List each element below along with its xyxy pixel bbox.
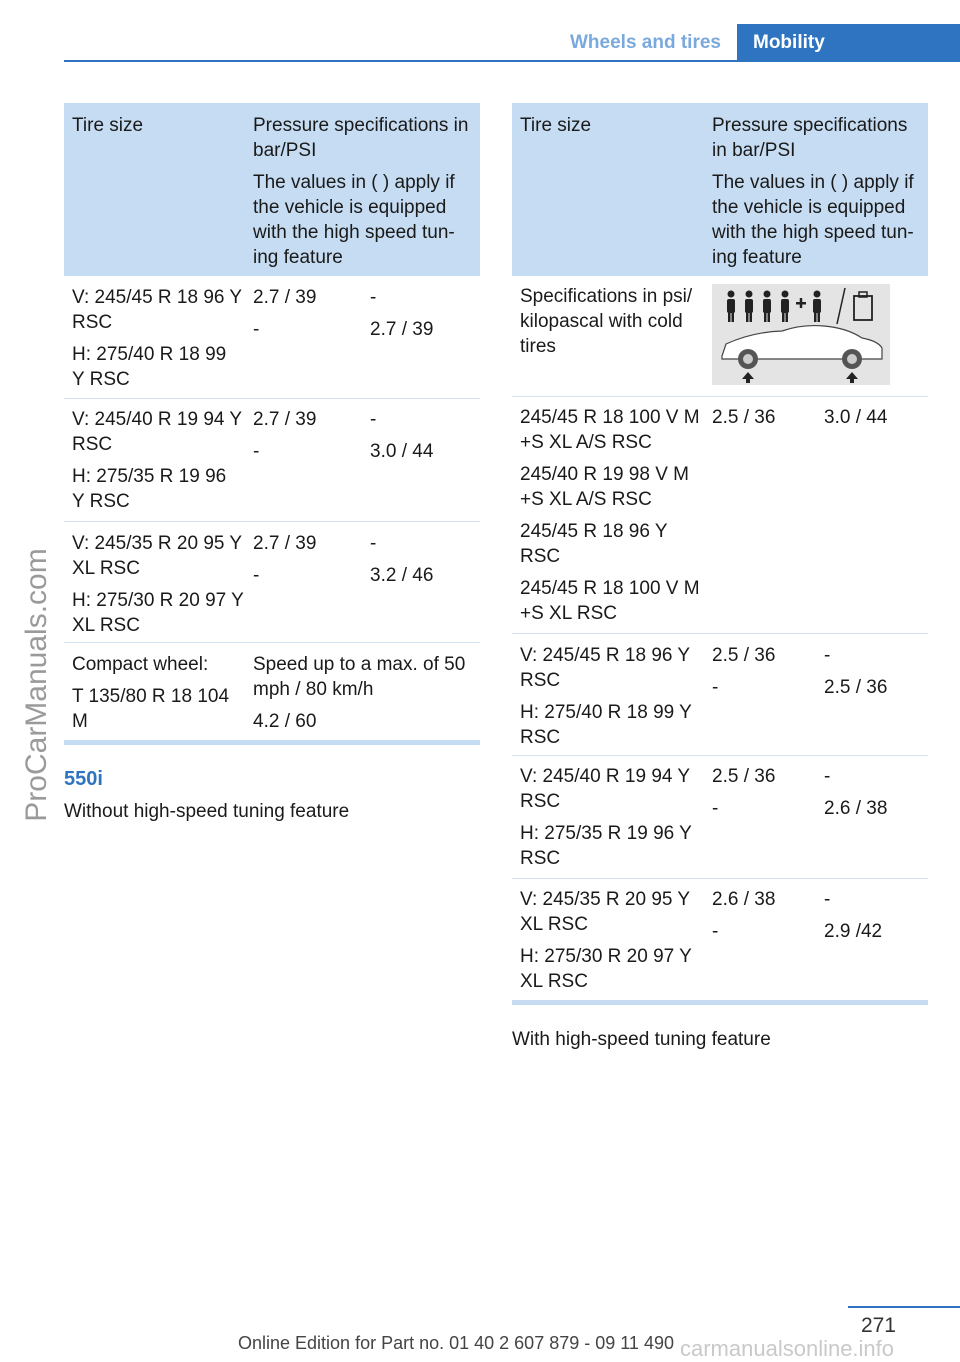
section-heading-550i: 550i: [64, 768, 103, 790]
tire-size-cell: V: 245/40 R 19 94 Y RSC H: 275/35 R 19 96 Y RSC: [72, 409, 242, 512]
tire-size-cell: V: 245/45 R 18 96 Y RSC H: 275/40 R 18 99 Y RSC: [72, 287, 242, 390]
pressure-high-speed-cell: - 3.2 / 46: [370, 533, 434, 586]
table-row: [64, 276, 480, 398]
table-row: [512, 633, 928, 756]
section-subheading-high-speed: With high-speed tuning feature: [512, 1029, 771, 1050]
pressure-cell: 2.5 / 36 -: [712, 645, 776, 698]
footer-edition-text: Online Edition for Part no. 01 40 2 607 879 - 09 11 490: [238, 1333, 674, 1353]
pressure-cell: 2.7 / 39 -: [253, 409, 317, 462]
header-pressure: Pressure specifications in bar/PSI The values in ( ) apply if the vehicle is equipped with the high speed tun-ing feature: [712, 115, 914, 268]
tire-size-cell: 245/45 R 18 100 V M +S XL A/S RSC 245/40 R 19 98 V M +S XL A/S RSC 245/45 R 18 96 Y RSC 245/45 R 18 100 V M +S XL RSC: [520, 407, 700, 624]
footer-rule: [848, 1306, 960, 1308]
pressure-cell: 2.7 / 39 -: [253, 287, 317, 340]
pressure-cell: 2.6 / 38 -: [712, 889, 776, 942]
car-occupants-icon: [712, 284, 890, 385]
table-row: [64, 398, 480, 522]
table-header: [512, 103, 928, 276]
pressure-high-speed-cell: - 2.9 /42: [824, 889, 883, 942]
header-chapter-tab: Mobility: [737, 24, 960, 62]
compact-wheel-row: [64, 642, 480, 741]
compact-wheel-size-cell: Compact wheel: T 135/80 R 18 104 M: [72, 654, 230, 732]
tire-size-cell: V: 245/45 R 18 96 Y RSC H: 275/40 R 18 99 Y RSC: [520, 645, 692, 748]
pressure-high-speed-cell: - 2.5 / 36: [824, 645, 888, 698]
right-pressure-table: [512, 103, 928, 1007]
header-tire-size: Tire size: [72, 115, 144, 136]
table-row: [512, 396, 928, 634]
vehicle-load-illustration: [712, 284, 890, 385]
header-tire-size: Tire size: [520, 115, 592, 136]
tire-size-cell: V: 245/40 R 19 94 Y RSC H: 275/35 R 19 96 Y RSC: [520, 766, 692, 869]
table-row: [512, 878, 928, 1001]
page-number: 271: [860, 1314, 896, 1337]
left-pressure-table: [64, 103, 480, 748]
section-subheading: Without high-speed tuning feature: [64, 801, 350, 822]
pressure-high-speed-cell: - 2.7 / 39: [370, 287, 434, 340]
header-pressure: Pressure specifications in bar/PSI The values in ( ) apply if the vehicle is equipped with the high speed tun-ing feature: [253, 115, 469, 268]
pressure-cell: 2.5 / 36 -: [712, 766, 776, 819]
spec-label-cell: Specifications in psi/ kilopascal with cold tires: [520, 286, 693, 357]
tire-size-cell: V: 245/35 R 20 95 Y XL RSC H: 275/30 R 20 97 Y XL RSC: [520, 889, 692, 992]
footer-watermark: carmanualsonline.info: [680, 1336, 895, 1361]
spec-row: [512, 276, 928, 396]
compact-wheel-pressure-cell: Speed up to a max. of 50 mph / 80 km/h 4.2 / 60: [253, 654, 466, 732]
side-watermark: ProCarManuals.com: [20, 548, 53, 822]
table-row: [64, 521, 480, 643]
table-header: [64, 103, 480, 276]
pressure-cell: 2.5 / 36: [712, 407, 776, 428]
pressure-high-speed-cell: 3.0 / 44: [824, 407, 888, 428]
tire-size-cell: V: 245/35 R 20 95 Y XL RSC H: 275/30 R 20 97 Y XL RSC: [72, 533, 244, 636]
table-bottom-rule: [64, 740, 480, 745]
header-section-title: Wheels and tires: [570, 32, 721, 53]
pressure-cell: 2.7 / 39 -: [253, 533, 317, 586]
table-bottom-rule: [512, 1000, 928, 1005]
pressure-high-speed-cell: - 2.6 / 38: [824, 766, 888, 819]
header-rule: [64, 60, 960, 62]
pressure-high-speed-cell: - 3.0 / 44: [370, 409, 434, 462]
table-row: [512, 755, 928, 879]
